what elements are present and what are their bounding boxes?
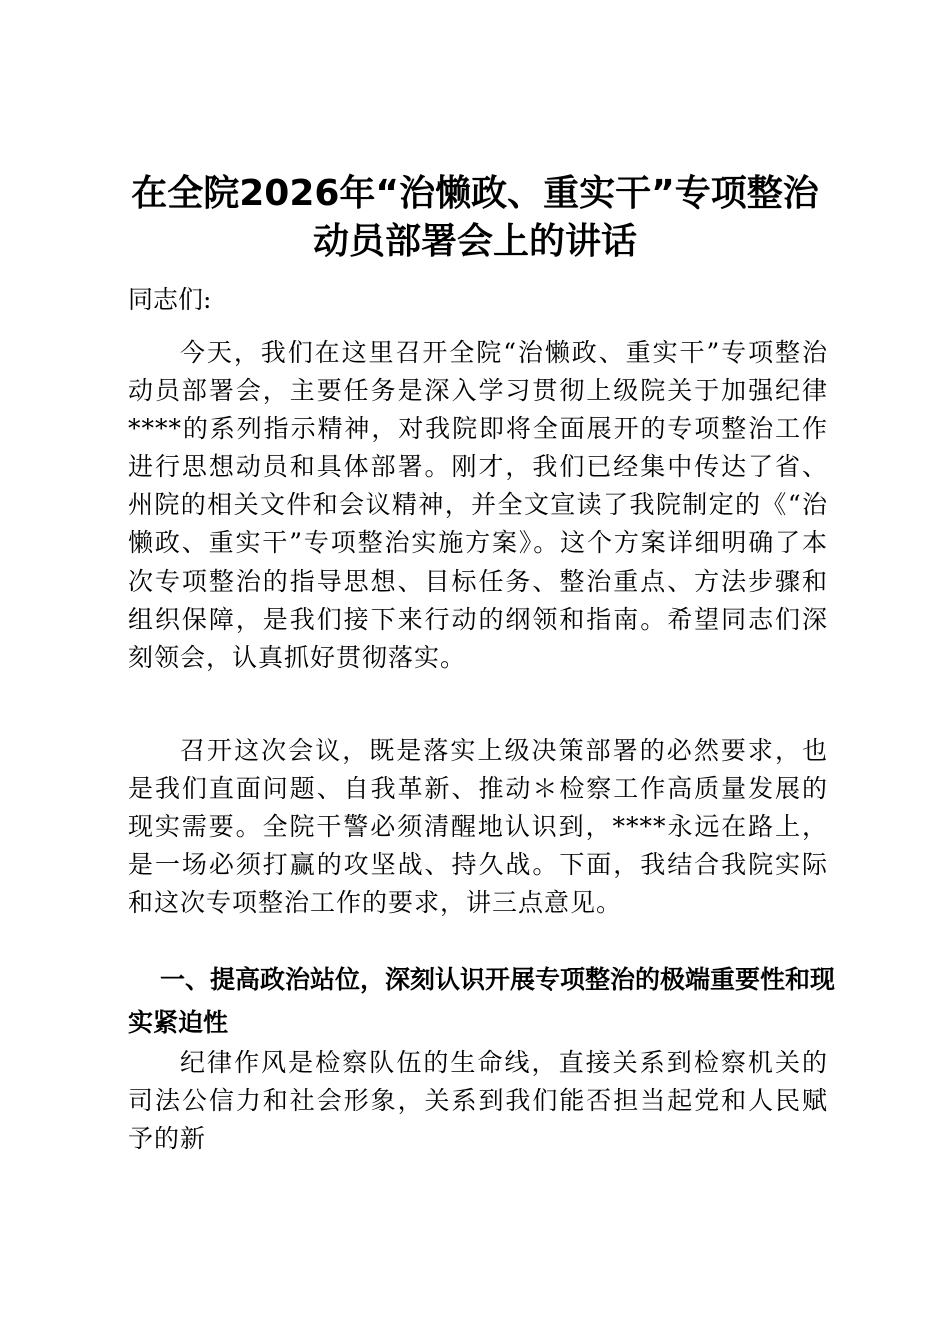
document-title-line-1: 在全院2026年“治懒政、重实干”专项整治	[131, 173, 819, 214]
document-title-line-2: 动员部署会上的讲话	[312, 221, 637, 262]
paragraph-3: 纪律作风是检察队伍的生命线，直接关系到检察机关的司法公信力和社会形象，关系到我们能否担当起党和人民赋予的新	[128, 1048, 828, 1153]
section-heading-1: 一、提高政治站位，深刻认识开展专项整治的极端重要性和现实紧迫性	[128, 965, 836, 1037]
paragraph-2: 召开这次会议，既是落实上级决策部署的必然要求，也是我们直面问题、自我革新、推动＊检察工作高质量发展的现实需要。全院干警必须清醒地认识到，****永远在路上，是一场必须打赢的攻坚战、持久战。下面，我结合我院实际和这次专项整治工作的要求，讲三点意见。	[128, 736, 828, 917]
paragraph-1: 今天，我们在这里召开全院“治懒政、重实干”专项整治动员部署会，主要任务是深入学习贯彻上级院关于加强纪律****的系列指示精神，对我院即将全面展开的专项整治工作进行思想动员和具体部署。刚才，我们已经集中传达了省、州院的相关文件和会议精神，并全文宣读了我院制定的《“治懒政、重实干”专项整治实施方案》。这个方案详细明确了本次专项整治的指导思想、目标任务、整治重点、方法步骤和组织保障，是我们接下来行动的纲领和指南。希望同志们深刻领会，认真抓好贯彻落实。	[128, 338, 828, 672]
salutation: 同志们:	[128, 285, 212, 314]
